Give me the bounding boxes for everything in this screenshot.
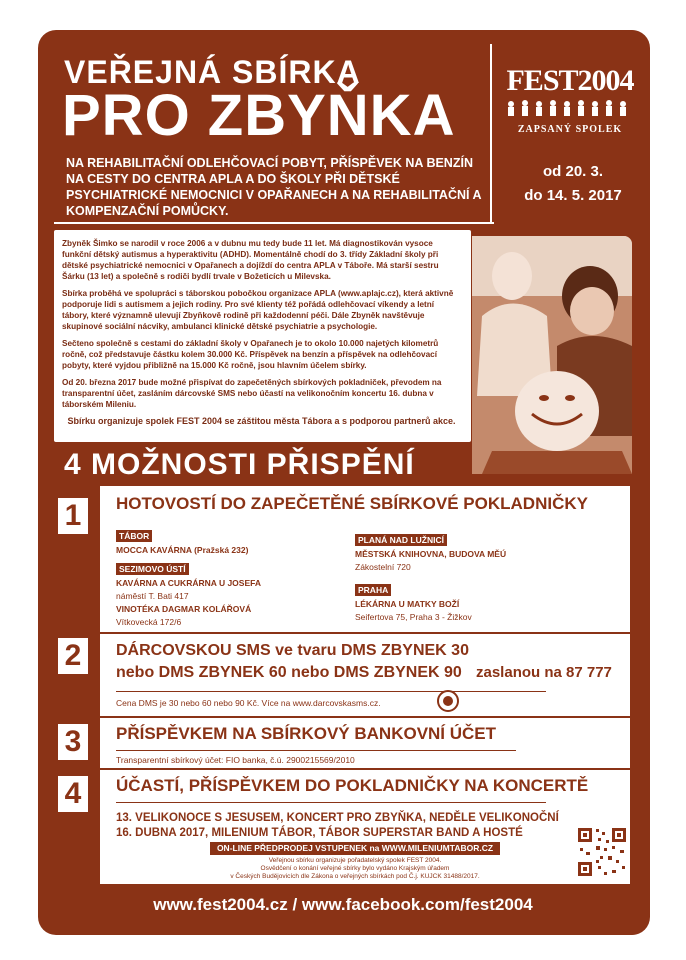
option-2-line-1: DÁRCOVSKOU SMS ve tvaru DMS ZBYNEK 30 — [116, 642, 469, 659]
online-presale-link[interactable]: ON-LINE PŘEDPRODEJ VSTUPENEK na WWW.MILENIUMTABOR.CZ — [210, 842, 500, 855]
sezimovo-place-2: VINOTÉKA DAGMAR KOLÁŘOVÁ — [116, 604, 252, 614]
option-2-box — [100, 632, 630, 716]
legal-line-3: v Českých Budějovicích dle Zákona o veřejných sbírkách pod Č.j. KUJCK 31488/2017. — [230, 873, 480, 880]
legal-notice — [200, 857, 510, 881]
option-3-number: 3 — [58, 724, 88, 760]
option-3-box — [100, 716, 630, 768]
date-from: od 20. 3. — [542, 163, 604, 180]
location-plana: PLANÁ NAD LUŽNICÍ — [355, 534, 447, 546]
photo-illustration — [472, 236, 632, 474]
logo-crowd-icon — [505, 100, 635, 116]
logo-subtitle: ZAPSANÝ SPOLEK — [517, 124, 623, 135]
option-3-note: Transparentní sbírkový účet: FIO banka, č.ú. 2900215569/2010 — [116, 755, 355, 765]
dms-logo-icon — [437, 690, 459, 712]
story-box — [54, 230, 471, 442]
legal-line-1: Veřejnou sbírku organizuje pořadatelský spolek FEST 2004. — [268, 857, 442, 864]
logo-name: FEST2004 — [506, 64, 634, 97]
sezimovo-address-2: Vítkovecká 172/6 — [116, 617, 182, 627]
story-paragraph-2: Sbírka proběhá ve spolupráci s táborskou pobočkou organizace APLA (www.aplajc.cz), která aktivně podporuje lidi s autismem a jejich rodiny. Pro své klienty též pořádá odlehčovací víkendy a letní tábory, které významně ulevují Zbyňkově rodině při každodenní péči. Dále Zbyněk navštěvuje skupinové sociální nácviky, ambulanci klinické dětské psychiatrie a psychologie. — [62, 289, 454, 331]
praha-place: LÉKÁRNA U MATKY BOŽÍ — [355, 599, 460, 609]
date-to: do 14. 5. 2017 — [524, 187, 622, 204]
option-4-number: 4 — [58, 776, 88, 812]
footer-website[interactable]: www.fest2004.cz / www.facebook.com/fest2004 — [153, 895, 533, 914]
option-4-line-2: 16. DUBNA 2017, MILENIUM TÁBOR, TÁBOR SUPERSTAR BAND A HOSTÉ — [116, 827, 523, 839]
sezimovo-address-1: náměstí T. Bati 417 — [116, 591, 189, 601]
option-1-box — [100, 486, 630, 632]
location-sezimovo: SEZIMOVO ÚSTÍ — [116, 563, 189, 575]
photo-zbynek-family — [472, 236, 632, 474]
fest2004-logo — [500, 64, 640, 135]
tabor-place: MOCCA KAVÁRNA — [116, 545, 192, 555]
option-2-number: 2 — [58, 638, 88, 674]
location-praha: PRAHA — [355, 584, 391, 596]
option-2-separator — [116, 691, 546, 692]
plana-place: MĚSTSKÁ KNIHOVNA, BUDOVA MĚÚ — [355, 549, 507, 559]
option-4-separator — [116, 802, 546, 803]
option-1-number: 1 — [58, 498, 88, 534]
option-3-separator — [116, 750, 516, 751]
title-line-2: PRO ZBYŇKA — [62, 83, 456, 148]
plana-address: Zákostelní 720 — [355, 562, 411, 572]
qr-code-icon[interactable] — [576, 826, 628, 878]
sezimovo-place-1: KAVÁRNA A CUKRÁRNA U JOSEFA — [116, 578, 261, 588]
location-tabor: TÁBOR — [116, 530, 152, 542]
option-2-send-to: zaslanou na 87 777 — [476, 664, 612, 681]
story-paragraph-4: Od 20. března 2017 bude možné přispívat do zapečetěných sbírkových pokladniček, převodem na transparentní účet, zasláním dárcovské SMS nebo účastí na velikonočním koncertu 16. dubna v táborském Mileniu. — [62, 378, 442, 409]
story-paragraph-1: Zbyněk Šimko se narodil v roce 2006 a v dubnu mu tedy bude 11 let. Má diagnostikován vysoce funkční dětský autismus a hyperaktivitu (ADHD). Momentálně chodí do 3. třídy Základní školy při dětské psychiatrické nemocnici v Opařanech a dojíždí do centra APLA v Táboře. Má starší sestru Šárku (13 let) a společně s rodiči bydlí trvale v Božeticích u Milevska. — [62, 239, 439, 281]
story-paragraph-3: Sečteno společně s cestami do základní školy v Opařanech je to okolo 10.000 najetých kilometrů ročně, což představuje částku kolem 30.000 Kč. Příspěvek na benzín a příspěvek na odlehčovací pobyty, které vyjdou přibližně na 15.000 Kč ročně, jsou hlavním účelem sbírky. — [62, 339, 439, 370]
header-vertical-divider — [490, 44, 492, 222]
option-3-title: PŘÍSPĚVKEM NA SBÍRKOVÝ BANKOVNÍ ÚČET — [116, 724, 497, 743]
praha-address: Seifertova 75, Praha 3 - Žižkov — [355, 612, 472, 622]
title-line-1: VEŘEJNÁ SBÍRKA — [64, 54, 361, 90]
option-2-note: Cena DMS je 30 nebo 60 nebo 90 Kč. Více na www.darcovskasms.cz. — [116, 698, 381, 708]
header-horizontal-divider — [54, 222, 494, 224]
tabor-address: (Pražská 232) — [194, 545, 249, 555]
legal-line-2: Osvědčení o konání veřejné sbírky bylo vydáno Krajským úřadem — [260, 865, 450, 872]
option-2-line-2: nebo DMS ZBYNEK 60 nebo DMS ZBYNEK 90 — [116, 664, 462, 681]
option-4-concert-info — [116, 811, 576, 841]
story-closing: Sbírku organizuje spolek FEST 2004 se záštitou města Tábora a s podporou partnerů akce. — [67, 416, 456, 426]
subtitle: NA REHABILITAČNÍ ODLEHČOVACÍ POBYT, PŘÍSPĚVEK NA BENZÍN NA CESTY DO CENTRA APLA A DO ŠKOLY PŘI DĚTSKÉ PSYCHIATRICKÉ NEMOCNICI V OPAŘANECH A NA REHABILITAČNÍ A KOMPENZAČNÍ POMŮCKY. — [66, 156, 482, 218]
option-4-title: ÚČASTÍ, PŘÍSPĚVKEM DO POKLADNIČKY NA KONCERTĚ — [116, 776, 589, 795]
option-4-line-1: 13. VELIKONOCE S JESUSEM, KONCERT PRO ZBYŇKA, NEDĚLE VELIKONOČNÍ — [116, 812, 559, 824]
dates — [498, 160, 648, 208]
possibilities-heading: 4 MOŽNOSTI PŘISPĚNÍ — [64, 448, 415, 481]
option-1-left-column — [116, 526, 346, 629]
option-1-title: HOTOVOSTÍ DO ZAPEČETĚNÉ SBÍRKOVÉ POKLADNIČKY — [116, 494, 588, 513]
option-1-right-column — [355, 530, 575, 624]
